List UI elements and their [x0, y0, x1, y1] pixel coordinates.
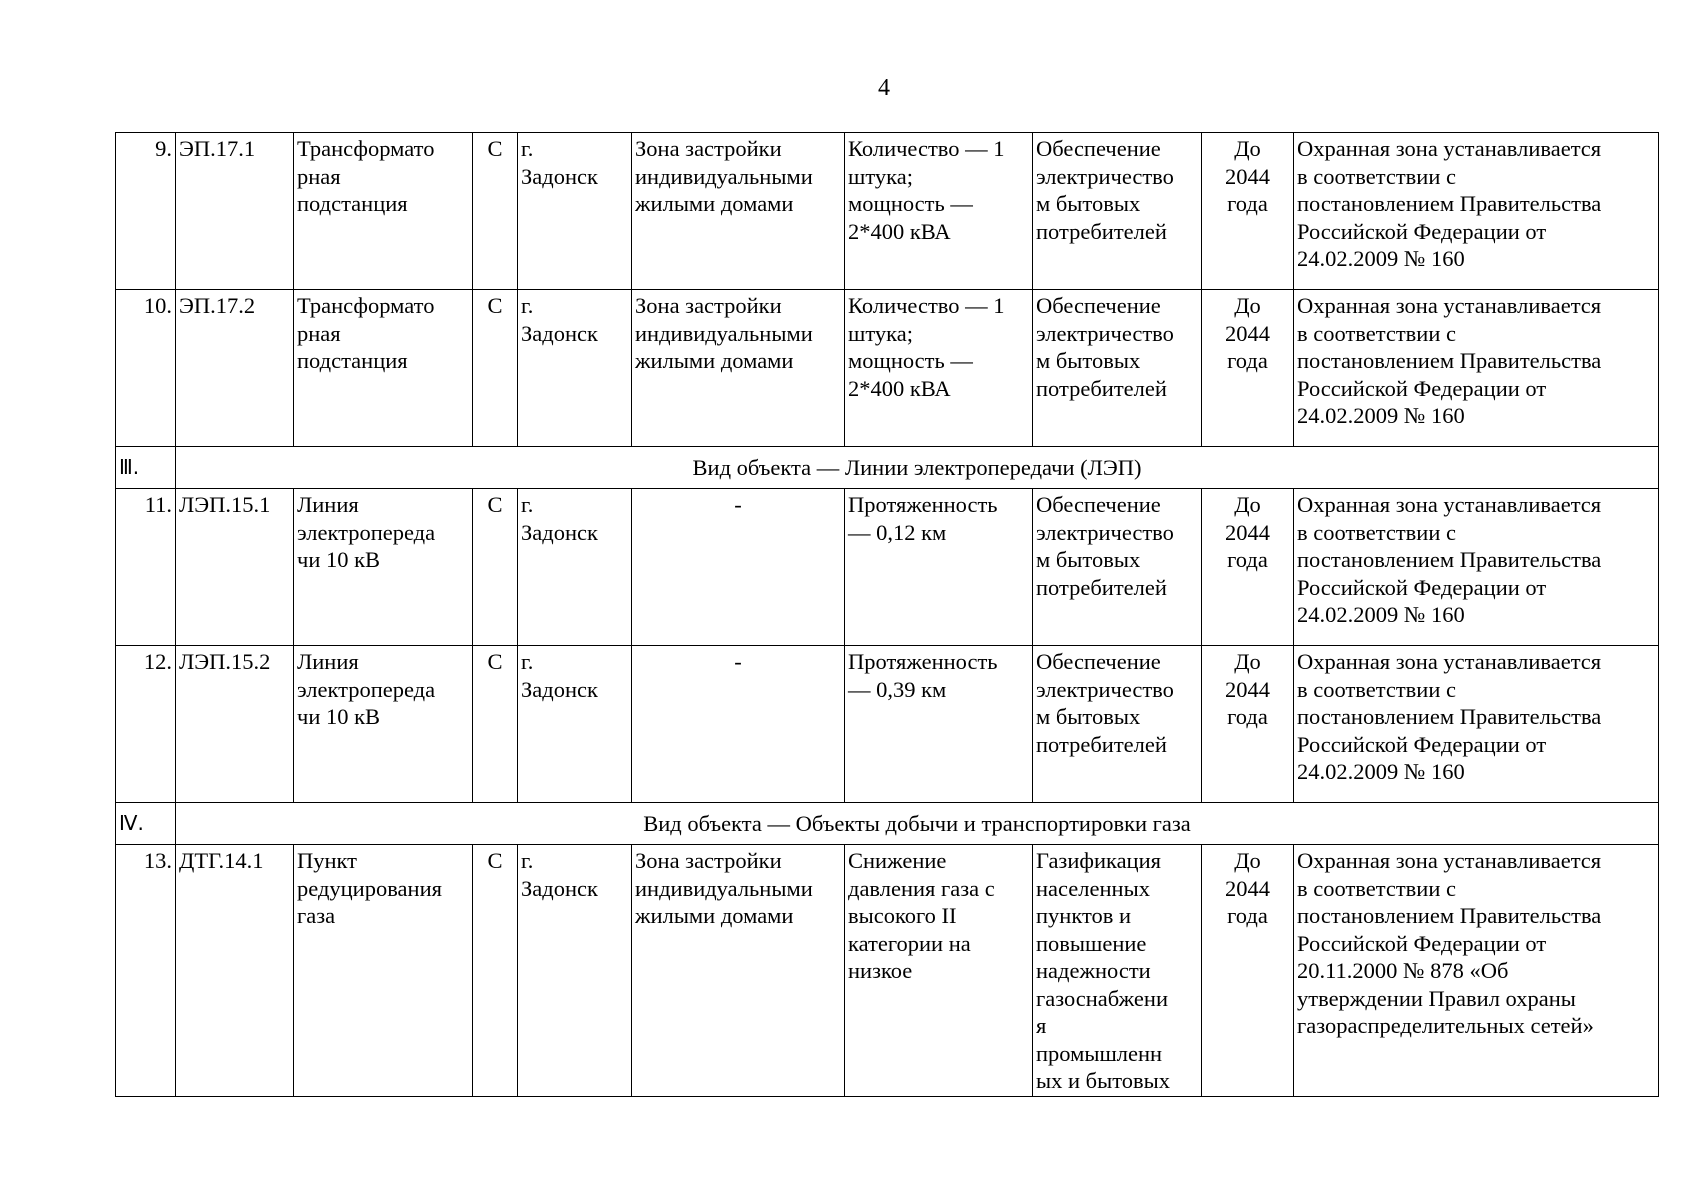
protection-zone: Охранная зона устанавливается в соответствии с постановлением Правительства Российской Федерации от 24.02.2009 № 160 [1294, 646, 1659, 803]
row-number: 9. [116, 133, 176, 290]
protection-zone: Охранная зона устанавливается в соответствии с постановлением Правительства Российской Федерации от 24.02.2009 № 160 [1294, 489, 1659, 646]
object-status: С [473, 845, 518, 1097]
object-purpose: Обеспечение электричество м бытовых потребителей [1033, 133, 1202, 290]
section-number: Ⅳ. [116, 803, 176, 845]
object-status: С [473, 133, 518, 290]
functional-zone: - [632, 489, 845, 646]
object-location: г. Задонск [518, 133, 632, 290]
object-status: С [473, 646, 518, 803]
table-row [116, 290, 1659, 447]
object-location: г. Задонск [518, 290, 632, 447]
protection-zone: Охранная зона устанавливается в соответствии с постановлением Правительства Российской Федерации от 24.02.2009 № 160 [1294, 290, 1659, 447]
functional-zone: Зона застройки индивидуальными жилыми домами [632, 133, 845, 290]
table-row [116, 646, 1659, 803]
section-title: Вид объекта — Объекты добычи и транспортировки газа [176, 803, 1659, 845]
functional-zone: Зона застройки индивидуальными жилыми домами [632, 290, 845, 447]
object-characteristics: Снижение давления газа с высокого II категории на низкое [845, 845, 1033, 1097]
row-number: 12. [116, 646, 176, 803]
row-number: 11. [116, 489, 176, 646]
objects-table [115, 132, 1659, 1097]
functional-zone: Зона застройки индивидуальными жилыми домами [632, 845, 845, 1097]
object-purpose: Обеспечение электричество м бытовых потребителей [1033, 646, 1202, 803]
object-code: ЭП.17.1 [176, 133, 294, 290]
protection-zone: Охранная зона устанавливается в соответствии с постановлением Правительства Российской Федерации от 24.02.2009 № 160 [1294, 133, 1659, 290]
object-characteristics: Протяженность — 0,39 км [845, 646, 1033, 803]
object-location: г. Задонск [518, 489, 632, 646]
implementation-term: До 2044 года [1202, 845, 1294, 1097]
object-code: ЛЭП.15.1 [176, 489, 294, 646]
table-row [116, 133, 1659, 290]
object-name: Трансформато рная подстанция [294, 133, 473, 290]
object-name: Пункт редуцирования газа [294, 845, 473, 1097]
section-title: Вид объекта — Линии электропередачи (ЛЭП) [176, 447, 1659, 489]
section-number: Ⅲ. [116, 447, 176, 489]
table-row [116, 845, 1659, 1097]
object-name: Линия электропереда чи 10 кВ [294, 489, 473, 646]
implementation-term: До 2044 года [1202, 489, 1294, 646]
table-row [116, 489, 1659, 646]
object-status: С [473, 290, 518, 447]
object-code: ЛЭП.15.2 [176, 646, 294, 803]
section-row [116, 803, 1659, 845]
object-name: Трансформато рная подстанция [294, 290, 473, 447]
row-number: 10. [116, 290, 176, 447]
functional-zone: - [632, 646, 845, 803]
object-characteristics: Протяженность — 0,12 км [845, 489, 1033, 646]
table-body [116, 133, 1659, 1097]
implementation-term: До 2044 года [1202, 290, 1294, 447]
implementation-term: До 2044 года [1202, 133, 1294, 290]
object-code: ДТГ.14.1 [176, 845, 294, 1097]
row-number: 13. [116, 845, 176, 1097]
object-characteristics: Количество — 1 штука; мощность — 2*400 кВА [845, 290, 1033, 447]
object-name: Линия электропереда чи 10 кВ [294, 646, 473, 803]
object-purpose: Обеспечение электричество м бытовых потребителей [1033, 290, 1202, 447]
section-row [116, 447, 1659, 489]
page-number: 4 [878, 75, 890, 101]
object-purpose: Обеспечение электричество м бытовых потребителей [1033, 489, 1202, 646]
object-purpose: Газификация населенных пунктов и повышение надежности газоснабжени я промышленн ых и бытовых [1033, 845, 1202, 1097]
object-location: г. Задонск [518, 646, 632, 803]
object-status: С [473, 489, 518, 646]
protection-zone: Охранная зона устанавливается в соответствии с постановлением Правительства Российской Федерации от 20.11.2000 № 878 «Об утверждении Правил охраны газораспределительных сетей» [1294, 845, 1659, 1097]
object-code: ЭП.17.2 [176, 290, 294, 447]
object-characteristics: Количество — 1 штука; мощность — 2*400 кВА [845, 133, 1033, 290]
implementation-term: До 2044 года [1202, 646, 1294, 803]
object-location: г. Задонск [518, 845, 632, 1097]
